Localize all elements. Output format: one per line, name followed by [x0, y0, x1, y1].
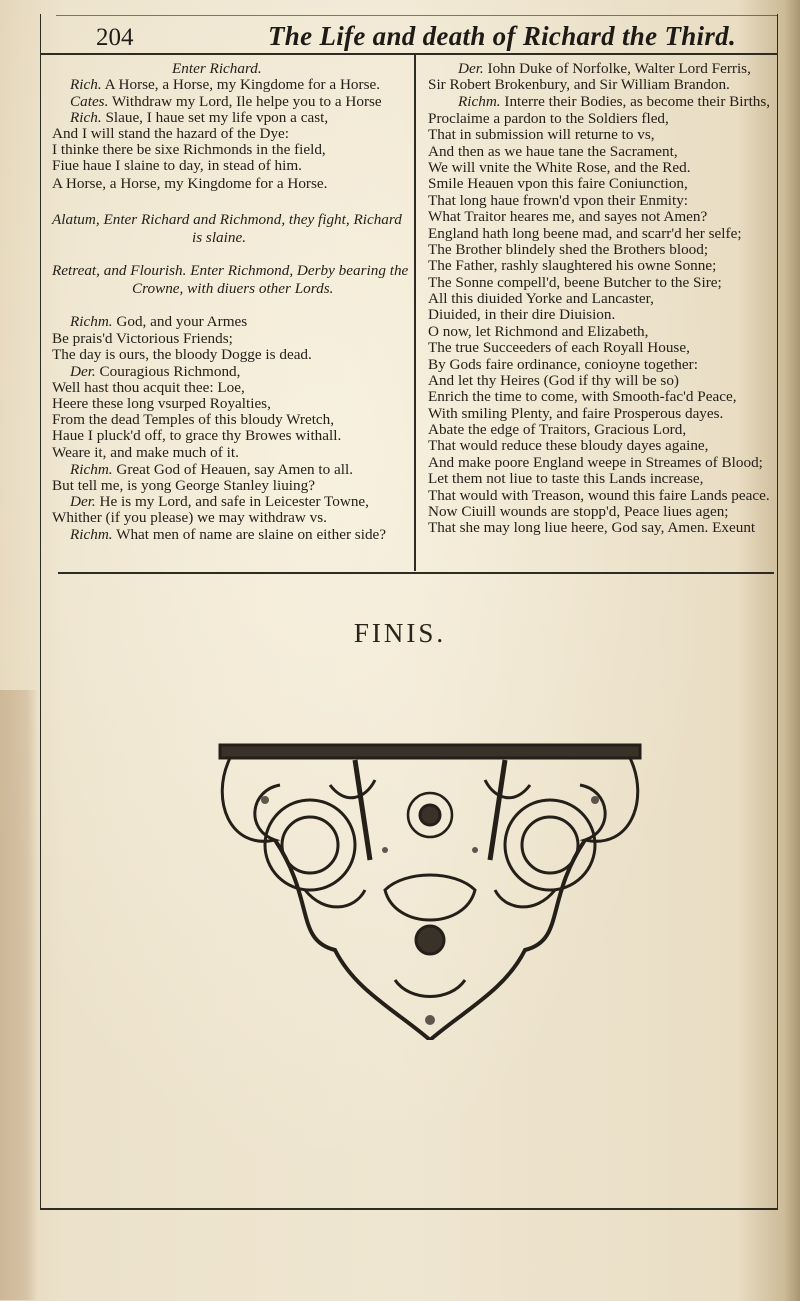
- verse-line: [52, 158, 302, 174]
- verse-line: [70, 94, 382, 110]
- verse-line: [52, 510, 327, 526]
- line-text: Well hast thou acquit thee: Loe,: [52, 379, 245, 396]
- line-text: Withdraw my Lord, Ile helpe you to a Horse: [108, 93, 382, 110]
- verse-line: [52, 396, 271, 412]
- verse-line: [428, 193, 688, 209]
- verse-line: [70, 462, 353, 478]
- speaker-name: Rich.: [70, 109, 102, 126]
- verse-line: [428, 127, 655, 143]
- header-rule: [40, 53, 778, 55]
- line-text: Now Ciuill wounds are stopp'd, Peace liues agen;: [428, 503, 729, 520]
- verse-line: [52, 380, 245, 396]
- line-text: Slaue, I haue set my life vpon a cast,: [101, 109, 329, 126]
- line-text: We will vnite the White Rose, and the Red.: [428, 159, 691, 176]
- column-divider: [414, 55, 416, 571]
- line-text: And I will stand the hazard of the Dye:: [52, 125, 290, 142]
- line-text: That long haue frown'd vpon their Enmity:: [428, 192, 689, 209]
- verse-line: [70, 364, 240, 380]
- line-text: Haue I pluck'd off, to grace thy Browes withall.: [52, 427, 342, 444]
- line-text: But tell me, is yong George Stanley liuing?: [52, 477, 315, 494]
- verse-line: [428, 111, 669, 127]
- line-text: Proclaime a pardon to the Soldiers fled,: [428, 110, 669, 127]
- speaker-name: Cates.: [70, 93, 109, 110]
- verse-line: [52, 412, 334, 428]
- line-text: Enrich the time to come, with Smooth-fac'd Peace,: [428, 388, 737, 405]
- line-text: And let thy Heires (God if thy will be so): [428, 372, 679, 389]
- line-text: Weare it, and make much of it.: [52, 444, 239, 461]
- line-text: Great God of Heauen, say Amen to all.: [112, 461, 354, 478]
- line-text: A Horse, a Horse, my Kingdome for a Horse.: [101, 76, 381, 93]
- line-text: And make poore England weepe in Streames of Blood;: [428, 454, 763, 471]
- verse-line: [428, 324, 648, 340]
- speaker-name: Richm.: [70, 526, 113, 543]
- line-text: England hath long beene mad, and scarr'd her selfe;: [428, 225, 742, 242]
- line-text: Diuided, in their dire Diuision.: [428, 306, 616, 323]
- finis-heading: FINIS.: [353, 618, 447, 648]
- line-text: And then as we haue tane the Sacrament,: [428, 143, 678, 160]
- line-text: is slaine.: [192, 229, 247, 246]
- line-text: Crowne, with diuers other Lords.: [132, 280, 334, 297]
- line-text: Enter Richard.: [172, 60, 262, 77]
- verse-line: [428, 176, 688, 192]
- verse-line: [428, 226, 742, 242]
- line-text: Abate the edge of Traitors, Gracious Lord,: [428, 421, 687, 438]
- line-text: With smiling Plenty, and faire Prosperous dayes.: [428, 405, 724, 422]
- speaker-name: Richm.: [458, 93, 501, 110]
- line-text: By Gods faire ordinance, conioyne together:: [428, 356, 698, 373]
- running-head: [56, 18, 776, 52]
- speaker-name: Rich.: [70, 76, 102, 93]
- verse-line: [52, 428, 341, 444]
- line-text: Fiue haue I slaine to day, in stead of him.: [52, 157, 302, 174]
- verse-line: [52, 142, 326, 158]
- line-text: What Traitor heares me, and sayes not Amen?: [428, 208, 708, 225]
- speaker-name: Der.: [458, 60, 484, 77]
- line-text: All this diuided Yorke and Lancaster,: [428, 290, 654, 307]
- verse-line: [428, 144, 678, 160]
- line-text: The Father, rashly slaughtered his owne Sonne;: [428, 257, 717, 274]
- stage-direction: [192, 230, 246, 246]
- verse-line: [458, 61, 751, 77]
- line-text: Retreat, and Flourish. Enter Richmond, Derby bearing the: [52, 262, 409, 279]
- verse-line: [428, 488, 770, 504]
- running-title: The Life and death of Richard the Third.: [268, 21, 737, 51]
- verse-line: [428, 340, 690, 356]
- verse-line: [428, 160, 691, 176]
- verse-line: [428, 455, 763, 471]
- line-text: Alatum, Enter Richard and Richmond, they fight, Richard: [52, 211, 402, 228]
- verse-line: [428, 275, 722, 291]
- line-text: That would with Treason, wound this faire Lands peace.: [428, 487, 770, 504]
- verse-line: [428, 373, 679, 389]
- line-text: Heere these long vsurped Royalties,: [52, 395, 271, 412]
- verse-line: [428, 438, 708, 454]
- verse-line: [52, 331, 233, 347]
- speaker-name: Der.: [70, 493, 96, 510]
- line-text: I thinke there be sixe Richmonds in the field,: [52, 141, 326, 158]
- verse-line: [428, 291, 654, 307]
- line-text: Smile Heauen vpon this faire Coniunction,: [428, 175, 688, 192]
- verse-line: [70, 314, 247, 330]
- ornament-icon: [205, 740, 655, 1040]
- speaker-name: Der.: [70, 363, 96, 380]
- verse-line: [70, 77, 380, 93]
- verse-line: [428, 357, 698, 373]
- verse-line: [428, 242, 708, 258]
- line-text: That in submission will returne to vs,: [428, 126, 655, 143]
- verse-line: [428, 471, 703, 487]
- verse-line: [428, 258, 716, 274]
- stage-direction: [52, 263, 408, 279]
- page-number: 204: [96, 24, 134, 51]
- line-text: He is my Lord, and safe in Leicester Towne,: [95, 493, 369, 510]
- verse-line: [52, 445, 239, 461]
- line-text: Whither (if you please) we may withdraw vs.: [52, 509, 327, 526]
- stage-direction: [172, 61, 262, 77]
- verse-line: [70, 494, 369, 510]
- line-text: From the dead Temples of this bloudy Wretch,: [52, 411, 335, 428]
- verse-line: [70, 110, 328, 126]
- line-text: O now, let Richmond and Elizabeth,: [428, 323, 649, 340]
- line-text: A Horse, a Horse, my Kingdome for a Horse.: [52, 175, 328, 192]
- verse-line: [428, 406, 723, 422]
- line-text: Be prais'd Victorious Friends;: [52, 330, 233, 347]
- line-text: Let them not liue to taste this Lands increase,: [428, 470, 704, 487]
- line-text: That would reduce these bloudy dayes againe,: [428, 437, 709, 454]
- line-text: The Sonne compell'd, beene Butcher to the Sire;: [428, 274, 722, 291]
- verse-line: [428, 307, 615, 323]
- line-text: That she may long liue heere, God say, Amen. Exeunt: [428, 519, 756, 536]
- line-text: God, and your Armes: [112, 313, 248, 330]
- line-text: Sir Robert Brokenbury, and Sir William Brandon.: [428, 76, 730, 93]
- speaker-name: Richm.: [70, 461, 113, 478]
- line-text: The day is ours, the bloody Dogge is dead.: [52, 346, 312, 363]
- verse-line: [458, 94, 770, 110]
- verse-line: [428, 209, 707, 225]
- line-text: The Brother blindely shed the Brothers blood;: [428, 241, 709, 258]
- verse-line: [52, 126, 289, 142]
- line-text: The true Succeeders of each Royall House,: [428, 339, 690, 356]
- text-bottom-rule: [58, 572, 774, 574]
- line-text: Iohn Duke of Norfolke, Walter Lord Ferris,: [483, 60, 751, 77]
- verse-line: [428, 389, 737, 405]
- verse-line: [428, 77, 730, 93]
- line-text: Couragious Richmond,: [95, 363, 241, 380]
- verse-line: [52, 478, 315, 494]
- verse-line: [428, 422, 686, 438]
- page-bottom-rule: [40, 1208, 778, 1210]
- line-text: Interre their Bodies, as become their Births,: [500, 93, 771, 110]
- stage-direction: [132, 281, 333, 297]
- speaker-name: Richm.: [70, 313, 113, 330]
- header-rule-thin: [56, 15, 778, 16]
- line-text: What men of name are slaine on either side?: [112, 526, 387, 543]
- verse-line: [52, 176, 327, 192]
- stage-direction: [52, 212, 402, 228]
- verse-line: [70, 527, 386, 543]
- page-stain: [0, 690, 38, 1300]
- verse-line: [428, 504, 729, 520]
- verse-line: [52, 347, 312, 363]
- verse-line: [428, 520, 755, 536]
